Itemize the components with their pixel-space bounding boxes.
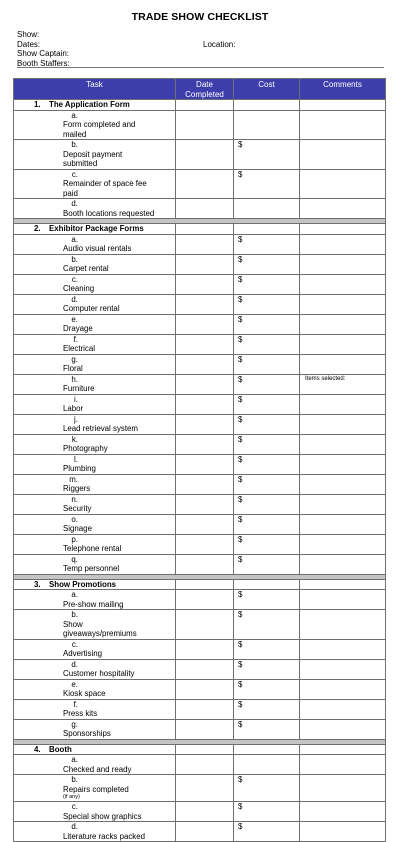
item-label: Signage [63, 524, 92, 533]
task-cell [14, 590, 176, 610]
item-text [63, 244, 158, 254]
item-label: Advertising [63, 649, 103, 658]
item-text [63, 812, 158, 822]
item-letter: c. [71, 802, 78, 811]
task-cell [14, 639, 176, 659]
comments-cell[interactable] [300, 234, 386, 254]
item-letter: f. [73, 699, 78, 709]
comments-cell[interactable] [300, 590, 386, 610]
show-captain-field-label: Show Captain: [17, 49, 70, 58]
item-label: Deposit payment submitted [63, 149, 123, 168]
cost-cell[interactable] [234, 755, 300, 775]
task-cell [14, 274, 176, 294]
column-header-date-completed: Date Completed [176, 79, 234, 100]
item-label: Carpet rental [63, 264, 109, 273]
date-cell[interactable] [176, 100, 234, 111]
header-divider [17, 67, 384, 68]
section-title: Show Promotions [49, 579, 117, 589]
item-letter: g. [71, 719, 78, 729]
item-letter: c. [71, 639, 78, 649]
comments-cell[interactable] [300, 140, 386, 170]
table-row [14, 610, 386, 640]
section-title-cell [14, 744, 176, 755]
cost-cell[interactable] [234, 199, 300, 219]
cost-cell[interactable] [234, 100, 300, 111]
item-text [63, 729, 158, 739]
cost-cell[interactable]: $ [234, 334, 300, 354]
table-row [14, 679, 386, 699]
item-text [63, 669, 158, 679]
comments-cell[interactable] [300, 224, 386, 235]
table-row [14, 590, 386, 610]
item-letter: c. [71, 169, 78, 179]
section-title-cell [14, 224, 176, 235]
item-label: Riggers [63, 484, 91, 493]
table-row [14, 699, 386, 719]
date-completed-cell[interactable] [176, 454, 234, 474]
table-row [14, 802, 386, 822]
cost-cell[interactable]: $ [234, 659, 300, 679]
cost-cell[interactable] [234, 579, 300, 590]
task-cell [14, 679, 176, 699]
item-text [63, 709, 158, 719]
cost-cell[interactable]: $ [234, 679, 300, 699]
item-label: Computer rental [63, 304, 120, 313]
table-row [14, 414, 386, 434]
section-title: The Application Form [49, 100, 130, 109]
date-completed-cell[interactable] [176, 414, 234, 434]
item-letter: d. [71, 199, 78, 208]
table-row [14, 554, 386, 574]
item-label: Photography [63, 444, 108, 453]
date-completed-cell[interactable] [176, 234, 234, 254]
date-completed-cell[interactable] [176, 679, 234, 699]
comments-cell[interactable] [300, 699, 386, 719]
table-row [14, 514, 386, 534]
item-text [63, 832, 158, 842]
date-completed-cell[interactable] [176, 514, 234, 534]
section-header-row [14, 744, 386, 755]
item-label: Literature racks packed [63, 831, 146, 841]
item-text [63, 324, 158, 334]
location-field-label: Location: [203, 39, 236, 49]
task-cell [14, 434, 176, 454]
comments-cell[interactable] [300, 394, 386, 414]
item-text [63, 284, 158, 294]
task-cell [14, 199, 176, 219]
comments-cell[interactable] [300, 254, 386, 274]
date-completed-cell[interactable] [176, 699, 234, 719]
item-text [63, 344, 158, 354]
table-row [14, 394, 386, 414]
column-header-task: Task [14, 79, 176, 100]
table-row [14, 639, 386, 659]
item-label: Remainder of space fee paid [63, 179, 147, 198]
date-completed-cell[interactable] [176, 334, 234, 354]
item-text [63, 364, 158, 374]
item-text [63, 504, 158, 514]
cost-cell[interactable]: $ [234, 394, 300, 414]
comments-cell[interactable] [300, 199, 386, 219]
task-cell [14, 334, 176, 354]
checklist-table [13, 78, 386, 842]
cost-cell[interactable]: $ [234, 610, 300, 640]
cost-cell[interactable]: $ [234, 169, 300, 199]
item-letter: o. [71, 514, 78, 524]
comments-cell[interactable] [300, 100, 386, 111]
cost-cell[interactable]: $ [234, 822, 300, 842]
table-header-row [14, 79, 386, 100]
cost-cell[interactable]: $ [234, 534, 300, 554]
item-label: Booth locations requested [63, 208, 155, 218]
task-cell [14, 514, 176, 534]
cost-cell[interactable]: $ [234, 719, 300, 739]
item-text [63, 524, 158, 534]
item-label: Cleaning [63, 284, 95, 293]
item-letter: m. [69, 474, 78, 484]
table-row [14, 110, 386, 140]
item-label: Labor [63, 404, 84, 413]
cost-cell[interactable]: $ [234, 454, 300, 474]
date-cell[interactable] [176, 579, 234, 590]
section-number: 2. [34, 224, 41, 233]
table-row [14, 354, 386, 374]
cost-cell[interactable]: $ [234, 474, 300, 494]
table-row [14, 659, 386, 679]
date-completed-cell[interactable] [176, 822, 234, 842]
cost-cell[interactable]: $ [234, 590, 300, 610]
item-text [63, 384, 158, 394]
item-label: Checked and ready [63, 764, 132, 774]
comments-cell[interactable] [300, 719, 386, 739]
table-row [14, 314, 386, 334]
task-cell [14, 719, 176, 739]
comments-cell[interactable] [300, 110, 386, 140]
item-label: Drayage [63, 324, 93, 333]
item-text [63, 444, 158, 454]
comments-cell[interactable]: Items selected: [300, 374, 386, 394]
item-label: Pre-show mailing [63, 599, 124, 609]
cost-cell[interactable]: $ [234, 294, 300, 314]
task-cell [14, 822, 176, 842]
section-number: 3. [34, 579, 41, 589]
section-number: 1. [34, 100, 41, 109]
comments-cell[interactable] [300, 802, 386, 822]
item-letter: a. [71, 755, 78, 764]
item-letter: b. [71, 140, 78, 149]
task-cell [14, 394, 176, 414]
comments-cell[interactable] [300, 294, 386, 314]
comments-cell[interactable] [300, 169, 386, 199]
table-row [14, 719, 386, 739]
cost-cell[interactable]: $ [234, 514, 300, 534]
cost-cell[interactable]: $ [234, 775, 300, 802]
item-text [63, 600, 158, 610]
task-cell [14, 534, 176, 554]
task-cell [14, 802, 176, 822]
item-letter: d. [71, 659, 78, 669]
item-label: Electrical [63, 344, 96, 353]
item-text [63, 564, 158, 574]
cost-cell[interactable]: $ [234, 140, 300, 170]
date-completed-cell[interactable] [176, 169, 234, 199]
cost-cell[interactable] [234, 224, 300, 235]
date-completed-cell[interactable] [176, 394, 234, 414]
cost-cell[interactable]: $ [234, 554, 300, 574]
date-completed-cell[interactable] [176, 534, 234, 554]
item-label: Form completed and mailed [63, 120, 136, 139]
task-cell [14, 254, 176, 274]
item-label: Telephone rental [63, 544, 122, 553]
comments-cell[interactable] [300, 334, 386, 354]
item-label: Floral [63, 364, 83, 373]
cost-cell[interactable]: $ [234, 254, 300, 274]
comments-cell[interactable] [300, 514, 386, 534]
table-row [14, 294, 386, 314]
comments-cell[interactable] [300, 354, 386, 374]
date-completed-cell[interactable] [176, 775, 234, 802]
date-completed-cell[interactable] [176, 354, 234, 374]
item-letter: d. [71, 294, 78, 304]
item-letter: g. [71, 354, 78, 364]
cost-cell[interactable]: $ [234, 802, 300, 822]
comments-cell[interactable] [300, 744, 386, 755]
task-cell [14, 234, 176, 254]
cost-cell[interactable]: $ [234, 274, 300, 294]
item-label: Lead retrieval system [63, 424, 138, 433]
table-row [14, 234, 386, 254]
comments-cell[interactable] [300, 554, 386, 574]
item-letter: l. [74, 454, 78, 464]
task-cell [14, 314, 176, 334]
task-cell [14, 474, 176, 494]
dates-field-label: Dates: [17, 39, 41, 49]
item-letter: e. [71, 679, 78, 689]
comments-cell[interactable] [300, 822, 386, 842]
table-row [14, 822, 386, 842]
cost-cell[interactable]: $ [234, 374, 300, 394]
task-cell [14, 775, 176, 802]
comments-cell[interactable] [300, 755, 386, 775]
comments-cell[interactable] [300, 775, 386, 802]
table-row [14, 474, 386, 494]
table-row [14, 169, 386, 199]
comments-cell[interactable] [300, 434, 386, 454]
item-letter: c. [71, 274, 78, 284]
table-row [14, 140, 386, 170]
item-text [63, 785, 158, 802]
column-header-cost: Cost [234, 79, 300, 100]
table-row [14, 534, 386, 554]
item-text [63, 304, 158, 314]
comments-cell[interactable] [300, 534, 386, 554]
task-cell [14, 699, 176, 719]
cost-cell[interactable]: $ [234, 314, 300, 334]
item-label: Press kits [63, 709, 98, 718]
item-text [63, 179, 158, 198]
item-text [63, 765, 158, 775]
date-completed-cell[interactable] [176, 314, 234, 334]
table-row [14, 254, 386, 274]
item-letter: e. [71, 314, 78, 324]
cost-cell[interactable]: $ [234, 354, 300, 374]
table-row [14, 334, 386, 354]
cost-cell[interactable]: $ [234, 234, 300, 254]
date-completed-cell[interactable] [176, 140, 234, 170]
item-letter: j. [74, 414, 78, 424]
item-letter: h. [71, 374, 78, 384]
item-label: Customer hospitality [63, 669, 135, 678]
cost-cell[interactable]: $ [234, 434, 300, 454]
table-row [14, 199, 386, 219]
task-cell [14, 659, 176, 679]
item-letter: b. [71, 610, 78, 619]
item-text [63, 689, 158, 699]
comments-cell[interactable] [300, 679, 386, 699]
date-completed-cell[interactable] [176, 610, 234, 640]
task-cell [14, 294, 176, 314]
item-letter: f. [73, 334, 78, 344]
item-text [63, 150, 158, 169]
date-completed-cell[interactable] [176, 659, 234, 679]
comments-cell[interactable] [300, 494, 386, 514]
section-header-row [14, 224, 386, 235]
task-cell [14, 169, 176, 199]
table-row [14, 274, 386, 294]
item-letter: a. [71, 234, 78, 244]
date-cell[interactable] [176, 744, 234, 755]
comments-cell[interactable] [300, 454, 386, 474]
item-letter: i. [74, 394, 78, 404]
section-number: 4. [34, 744, 41, 754]
comments-cell[interactable] [300, 659, 386, 679]
item-text [63, 544, 158, 554]
item-text [63, 404, 158, 414]
section-title: Exhibitor Package Forms [49, 224, 144, 233]
date-completed-cell[interactable] [176, 755, 234, 775]
item-letter: k. [71, 434, 78, 444]
date-completed-cell[interactable] [176, 590, 234, 610]
item-letter: b. [71, 775, 78, 784]
date-completed-cell[interactable] [176, 802, 234, 822]
item-label: Audio visual rentals [63, 244, 132, 253]
item-letter: n. [71, 494, 78, 504]
table-row [14, 454, 386, 474]
date-completed-cell[interactable] [176, 494, 234, 514]
item-label: Furniture [63, 384, 95, 393]
item-letter: a. [71, 590, 78, 599]
table-row [14, 374, 386, 394]
item-label: Plumbing [63, 464, 96, 473]
task-cell [14, 755, 176, 775]
item-text [63, 464, 158, 474]
date-completed-cell[interactable] [176, 554, 234, 574]
item-text [63, 264, 158, 274]
table-row [14, 434, 386, 454]
item-label: Temp personnel [63, 564, 120, 573]
date-completed-cell[interactable] [176, 374, 234, 394]
cost-cell[interactable]: $ [234, 639, 300, 659]
item-text [63, 424, 158, 434]
table-row [14, 775, 386, 802]
date-cell[interactable] [176, 224, 234, 235]
task-cell [14, 110, 176, 140]
page-title: TRADE SHOW CHECKLIST [131, 11, 269, 23]
column-header-comments: Comments [300, 79, 386, 100]
task-cell [14, 610, 176, 640]
item-label: Sponsorships [63, 729, 111, 738]
comments-cell[interactable] [300, 579, 386, 590]
task-cell [14, 140, 176, 170]
cost-cell[interactable]: $ [234, 699, 300, 719]
item-text [63, 120, 158, 139]
task-cell [14, 354, 176, 374]
item-letter: d. [71, 822, 78, 831]
section-header-row [14, 100, 386, 111]
item-label: Special show graphics [63, 811, 142, 821]
item-label: Show giveaways/premiums [63, 619, 137, 638]
item-letter: b. [71, 254, 78, 264]
cost-cell[interactable] [234, 744, 300, 755]
cost-cell[interactable]: $ [234, 494, 300, 514]
section-header-row [14, 579, 386, 590]
item-label: Security [63, 504, 92, 513]
section-title-cell [14, 579, 176, 590]
cost-cell[interactable]: $ [234, 414, 300, 434]
cost-cell[interactable] [234, 110, 300, 140]
task-cell [14, 414, 176, 434]
item-text [63, 620, 158, 639]
show-field-label: Show: [17, 30, 40, 39]
item-note: (if any) [63, 794, 80, 800]
task-cell [14, 374, 176, 394]
date-completed-cell[interactable] [176, 199, 234, 219]
checklist-body [14, 100, 386, 842]
task-cell [14, 494, 176, 514]
comments-cell[interactable] [300, 474, 386, 494]
item-letter: p. [71, 534, 78, 544]
date-completed-cell[interactable] [176, 254, 234, 274]
date-completed-cell[interactable] [176, 110, 234, 140]
date-completed-cell[interactable] [176, 639, 234, 659]
item-text [63, 209, 158, 219]
section-title-cell [14, 100, 176, 111]
item-label: Repairs completed [63, 784, 129, 794]
date-completed-cell[interactable] [176, 274, 234, 294]
section-title: Booth [49, 744, 72, 754]
date-completed-cell[interactable] [176, 294, 234, 314]
comments-cell[interactable] [300, 610, 386, 640]
item-label: Kiosk space [63, 689, 106, 698]
item-text [63, 649, 158, 659]
task-cell [14, 554, 176, 574]
date-completed-cell[interactable] [176, 434, 234, 454]
table-row [14, 494, 386, 514]
comments-cell[interactable] [300, 414, 386, 434]
item-text [63, 484, 158, 494]
item-letter: a. [71, 110, 78, 120]
booth-staffers-field-label: Booth Staffers: [17, 58, 70, 68]
item-letter: q. [71, 554, 78, 564]
comments-cell[interactable] [300, 314, 386, 334]
date-completed-cell[interactable] [176, 474, 234, 494]
comments-cell[interactable] [300, 274, 386, 294]
comments-cell[interactable] [300, 639, 386, 659]
table-row [14, 755, 386, 775]
date-completed-cell[interactable] [176, 719, 234, 739]
task-cell [14, 454, 176, 474]
